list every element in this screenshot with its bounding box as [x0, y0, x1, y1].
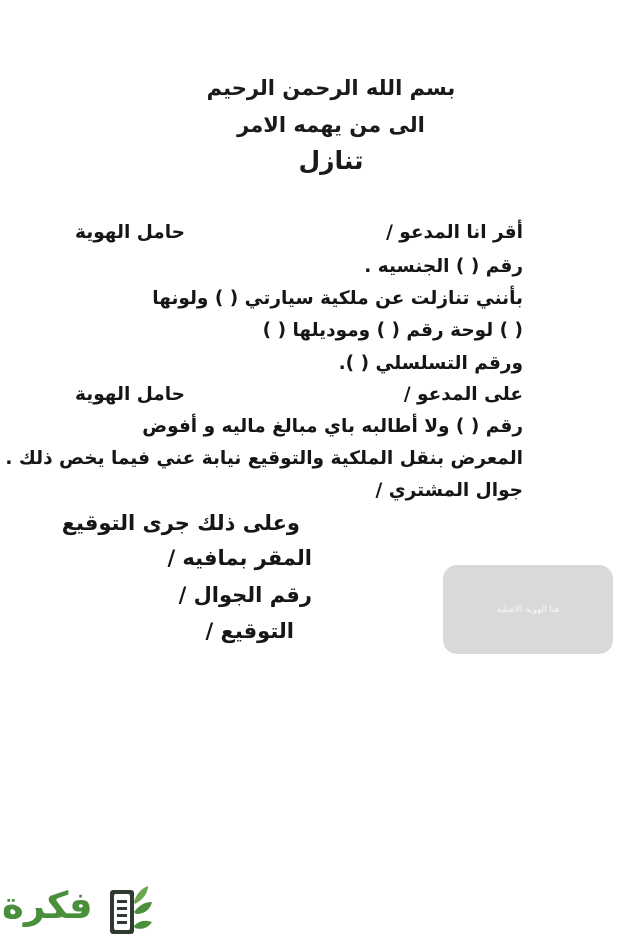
logo-text: فكرة [2, 884, 93, 927]
book-plant-icon [100, 882, 156, 940]
buyer-id-holder-label: حامل الهوية [75, 384, 185, 405]
buyer-mobile-line: جوال المشتري / [375, 480, 523, 501]
id-holder-label: حامل الهوية [75, 222, 185, 243]
site-logo [0, 882, 160, 941]
agreement-line: وعلى ذلك جرى التوقيع [61, 511, 300, 535]
document-title: تنازل [298, 146, 364, 175]
declarant-line: أقر انا المدعو / [386, 222, 523, 243]
basmala-heading: بسم الله الرحمن الرحيم [206, 76, 456, 100]
id-placeholder-label: هنا الهوية الاصلية [496, 604, 560, 615]
car-ownership-line: بأنني تنازلت عن ملكية سيارتي ( ) ولونها [152, 288, 523, 309]
id-number-nationality-line: رقم ( ) الجنسيه . [364, 256, 523, 277]
signature-line: التوقيع / [205, 619, 294, 643]
to-whom-heading: الى من يهمه الامر [237, 113, 425, 137]
serial-number-line: ورقم التسلسلي ( ). [338, 353, 523, 374]
buyer-line: على المدعو / [403, 384, 523, 405]
original-id-placeholder [443, 565, 613, 654]
authorization-line: رقم ( ) ولا أطالبه باي مبالغ ماليه و أفوض [142, 416, 523, 437]
mobile-number-line: رقم الجوال / [178, 583, 312, 607]
transfer-line: المعرض بنقل الملكية والتوقيع نيابة عني فيما يخص ذلك . [5, 448, 523, 469]
plate-model-line: ( ) لوحة رقم ( ) وموديلها ( ) [262, 320, 523, 341]
declarant-signature-line: المقر بمافيه / [167, 546, 312, 570]
